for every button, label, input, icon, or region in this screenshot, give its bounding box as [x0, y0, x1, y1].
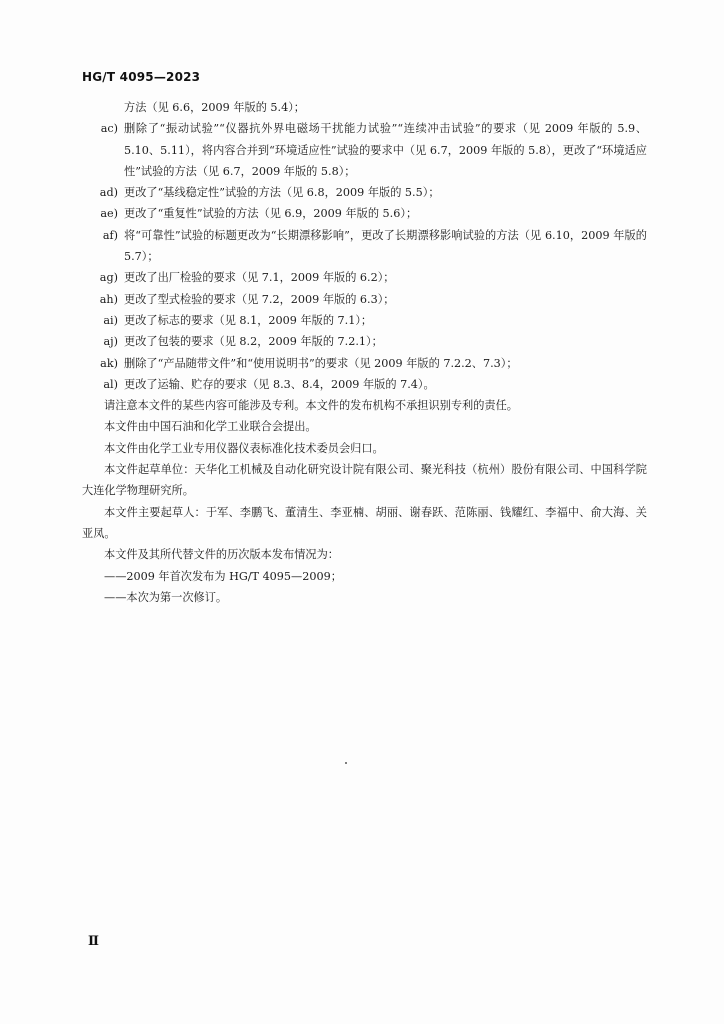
list-item	[82, 289, 647, 310]
list-item-text: 将“可靠性”试验的标题更改为“长期漂移影响”，更改了长期漂移影响试验的方法（见 6.10，2009 年版的 5.7）；	[124, 228, 647, 264]
version-history-intro: 本文件及其所代替文件的历次版本发布情况为：	[104, 548, 339, 562]
document-body	[82, 97, 647, 608]
list-item-text: 更改了包装的要求（见 8.2，2009 年版的 7.2.1）；	[124, 335, 383, 349]
list-item-marker: ak)	[100, 356, 118, 370]
drafters: 本文件主要起草人：于军、李鹏飞、董清生、李亚楠、胡丽、谢春跃、范陈丽、钱耀红、李福中、俞大海、关亚凤。	[82, 505, 647, 540]
list-item-text: 删除了“振动试验”“仪器抗外界电磁场干扰能力试验”“连续冲击试验”的要求（见 2009 年版的 5.9、5.10、5.11），将内容合并到“环境适应性”试验的要求中（见 6.7，2009 年版的 5.8），更改了“环境适应性”试验的方法（见 6.7，2009 年版的 5.8）；	[124, 122, 647, 178]
list-item-marker: ad)	[99, 186, 118, 200]
list-item-text: 删除了“产品随带文件”和“使用说明书”的要求（见 2009 年版的 7.2.2、7.3）；	[124, 356, 518, 370]
page-number: Ⅱ	[88, 934, 99, 949]
list-item-marker: ai)	[103, 313, 118, 327]
list-item-marker: af)	[102, 228, 118, 242]
patent-notice: 请注意本文件的某些内容可能涉及专利。本文件的发布机构不承担识别专利的责任。	[104, 399, 518, 413]
list-item	[82, 225, 647, 268]
list-item-marker: ae)	[100, 207, 118, 221]
page-dot-mark	[345, 762, 347, 764]
list-item	[82, 310, 647, 331]
list-item-marker: ah)	[99, 292, 118, 306]
list-item-text: 更改了出厂检验的要求（见 7.1，2009 年版的 6.2）；	[124, 271, 395, 285]
list-item-text: 更改了“重复性”试验的方法（见 6.9，2009 年版的 5.6）；	[124, 207, 418, 221]
version-history-item: ——2009 年首次发布为 HG/T 4095—2009；	[104, 569, 342, 583]
list-item-text: 更改了运输、贮存的要求（见 8.3、8.4，2009 年版的 7.4）。	[124, 377, 435, 391]
list-item-marker: aj)	[103, 335, 118, 349]
list-item	[82, 182, 647, 203]
list-item-text: 更改了“基线稳定性”试验的方法（见 6.8，2009 年版的 5.5）；	[124, 186, 440, 200]
list-item-text: 更改了标志的要求（见 8.1，2009 年版的 7.1）；	[124, 313, 373, 327]
committee-statement: 本文件由化学工业专用仪器仪表标准化技术委员会归口。	[104, 441, 384, 455]
document-code-header: HG/T 4095—2023	[82, 70, 201, 84]
proposer-statement: 本文件由中国石油和化学工业联合会提出。	[104, 420, 317, 434]
list-item	[82, 203, 647, 224]
drafting-organizations: 本文件起草单位：天华化工机械及自动化研究设计院有限公司、聚光科技（杭州）股份有限公司、中国科学院大连化学物理研究所。	[82, 463, 647, 498]
list-item	[82, 353, 647, 374]
list-item	[82, 374, 647, 395]
list-item-continuation: 方法（见 6.6，2009 年版的 5.4）；	[124, 101, 305, 114]
list-item	[82, 267, 647, 288]
list-item-marker: ac)	[100, 122, 118, 136]
list-item	[82, 118, 647, 182]
list-item	[82, 331, 647, 352]
list-item-marker: al)	[103, 377, 118, 391]
version-history-item: ——本次为第一次修订。	[104, 590, 228, 604]
list-item-text: 更改了型式检验的要求（见 7.2，2009 年版的 6.3）；	[124, 292, 395, 306]
list-item-marker: ag)	[99, 271, 118, 285]
